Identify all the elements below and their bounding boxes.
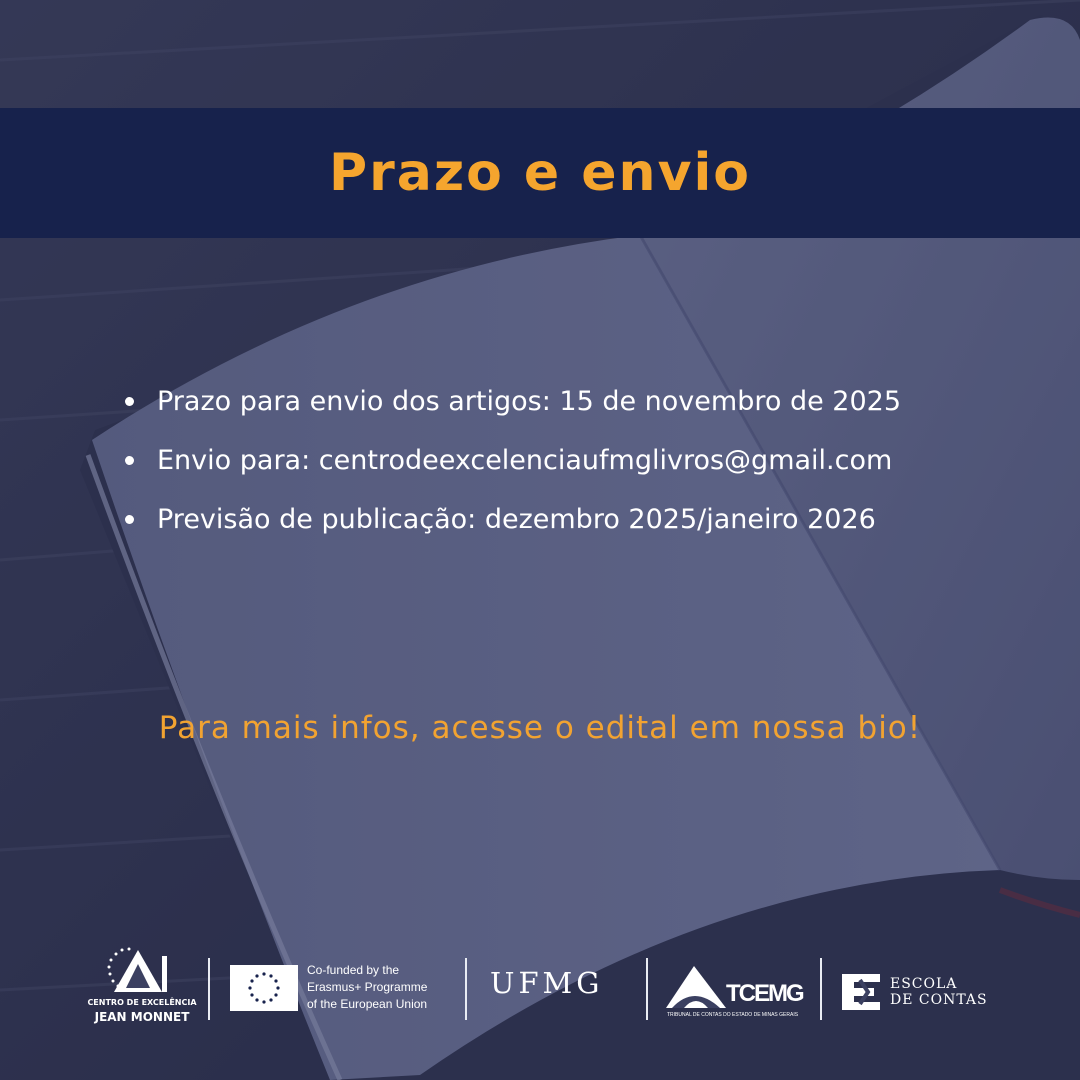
info-list: [121, 372, 901, 549]
send-to-label: Envio para:: [157, 445, 311, 476]
list-item-send-to: [121, 431, 901, 490]
erasmus-line2: Erasmus+ Programme: [307, 980, 428, 994]
eu-flag-icon: [230, 965, 298, 1011]
jean-monnet-icon: [104, 946, 180, 996]
escola-text: [890, 976, 988, 1008]
deadline-label: Prazo para envio dos artigos:: [157, 386, 551, 417]
publication-label: Previsão de publicação:: [157, 504, 477, 535]
logo-divider: [646, 958, 648, 1020]
jean-monnet-line2: JEAN MONNET: [94, 1010, 190, 1024]
publication-value: dezembro 2025/janeiro 2026: [484, 504, 876, 535]
email-address: centrodeexcelenciaufmglivros@gmail.com: [318, 445, 893, 476]
list-item-publication: [121, 490, 901, 549]
logo-divider: [208, 958, 210, 1020]
logo-divider: [465, 958, 467, 1020]
bullet-icon: [125, 456, 134, 465]
escola-de-contas-icon: [840, 972, 882, 1012]
logo-divider: [820, 958, 822, 1020]
list-item-deadline: [121, 372, 901, 431]
jean-monnet-logo: [86, 940, 198, 1040]
ufmg-logo: [490, 940, 625, 1040]
tce-logo: [664, 940, 804, 1040]
tce-icon: [664, 964, 728, 1010]
call-to-action: Para mais infos, acesse o edital em nossa bio!: [158, 710, 922, 746]
tce-name: TCEMG: [726, 980, 803, 1007]
escola-line1: ESCOLA: [890, 976, 958, 992]
escola-de-contas-logo: [840, 940, 990, 1040]
erasmus-text: [307, 962, 427, 1013]
page-title: Prazo e envio: [328, 143, 752, 203]
partner-logos: [0, 940, 1080, 1040]
ufmg-wordmark: UFMG: [490, 966, 604, 1000]
title-banner: [0, 108, 1080, 238]
escola-line2: DE CONTAS: [890, 992, 988, 1008]
bullet-icon: [125, 397, 134, 406]
deadline-value: 15 de novembro de 2025: [559, 386, 901, 417]
erasmus-line1: Co-funded by the: [307, 963, 400, 977]
tce-subtitle: TRIBUNAL DE CONTAS DO ESTADO DE MINAS GERAIS: [667, 1012, 799, 1018]
bullet-icon: [125, 515, 134, 524]
jean-monnet-line1: CENTRO DE EXCELÊNCIA: [87, 998, 197, 1007]
erasmus-logo: [228, 940, 453, 1040]
erasmus-line3: of the European Union: [307, 997, 428, 1011]
